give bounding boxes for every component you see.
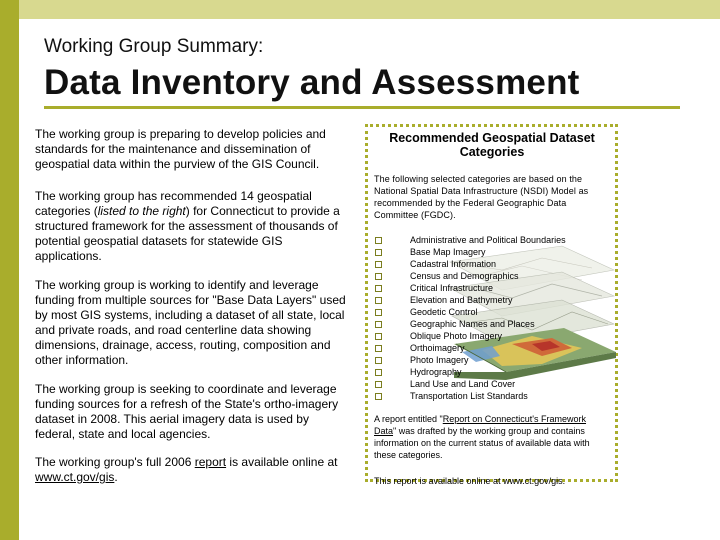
category-item <box>374 378 610 390</box>
top-accent-bar <box>19 0 720 19</box>
square-bullet-icon <box>375 333 382 340</box>
category-label: Administrative and Political Boundaries <box>410 235 566 245</box>
category-label: Oblique Photo Imagery <box>410 331 503 341</box>
square-bullet-icon <box>375 237 382 244</box>
report-online-note: This report is available online at www.ct.gov/gis. <box>374 476 566 486</box>
category-label: Geodetic Control <box>410 307 478 317</box>
report-text-end: " was drafted by the working group and contains information on the current status of available data with these categories. <box>374 426 590 460</box>
left-accent-bar <box>0 0 19 540</box>
category-item <box>374 354 610 366</box>
category-label: Transportation List Standards <box>410 391 528 401</box>
categories-area <box>374 234 610 402</box>
p2-italic-text: listed to the right <box>97 204 186 218</box>
summary-paragraph-3: The working group is working to identify and leverage funding from multiple sources for "Base Data Layers" used by most GIS systems, including a dataset of all state, local and private roads, and road centerline data showing dimensions, drainage, access, routing, composition and other information. <box>35 278 346 367</box>
square-bullet-icon <box>375 369 382 376</box>
category-item <box>374 390 610 402</box>
square-bullet-icon <box>375 345 382 352</box>
category-item <box>374 306 610 318</box>
category-item <box>374 246 610 258</box>
categories-heading: Recommended Geospatial Dataset Categories <box>389 131 595 159</box>
p2-text-end: ) for Connecticut to provide a structured framework for the assessment of thousands of potential geospatial datasets for statewide GIS applications. <box>35 204 340 263</box>
summary-column <box>35 127 347 502</box>
summary-paragraph-4: The working group is seeking to coordinate and leverage funding sources for a refresh of the State's ortho-imagery dataset in 2008. This aerial imagery data is used by federal, state and local agencies. <box>35 382 339 441</box>
title-underline <box>44 106 680 109</box>
categories-list <box>374 234 610 402</box>
square-bullet-icon <box>375 381 382 388</box>
square-bullet-icon <box>375 285 382 292</box>
category-item <box>374 318 610 330</box>
square-bullet-icon <box>375 393 382 400</box>
category-label: Critical Infrastructure <box>410 283 494 293</box>
square-bullet-icon <box>375 297 382 304</box>
report-text-start: A report entitled " <box>374 414 443 424</box>
summary-paragraph-2 <box>35 189 347 264</box>
categories-box <box>365 124 618 486</box>
report-description <box>374 413 610 461</box>
category-label: Census and Demographics <box>410 271 519 281</box>
square-bullet-icon <box>375 273 382 280</box>
slide-subtitle: Working Group Summary: <box>44 36 264 57</box>
category-item <box>374 282 610 294</box>
category-item <box>374 258 610 270</box>
category-label: Photo Imagery <box>410 355 469 365</box>
category-label: Hydrography <box>410 367 462 377</box>
ct-gis-url-link[interactable]: www.ct.gov/gis <box>35 470 115 484</box>
category-label: Elevation and Bathymetry <box>410 295 513 305</box>
category-label: Base Map Imagery <box>410 247 486 257</box>
p2-text-start: The working group has recommended 14 geospatial categories ( <box>35 189 312 218</box>
category-label: Cadastral Information <box>410 259 497 269</box>
category-item <box>374 234 610 246</box>
category-item <box>374 294 610 306</box>
category-item <box>374 342 610 354</box>
slide-title: Data Inventory and Assessment <box>44 63 580 102</box>
summary-paragraph-5 <box>35 455 347 485</box>
p5-text-start: The working group's full 2006 <box>35 455 195 469</box>
category-label: Land Use and Land Cover <box>410 379 516 389</box>
square-bullet-icon <box>375 309 382 316</box>
square-bullet-icon <box>375 261 382 268</box>
square-bullet-icon <box>375 321 382 328</box>
p5-text-end: . <box>114 470 118 484</box>
square-bullet-icon <box>375 249 382 256</box>
category-item <box>374 270 610 282</box>
square-bullet-icon <box>375 357 382 364</box>
report-link[interactable]: report <box>194 455 227 469</box>
framework-report-link[interactable]: Report on Connecticut's Framework Data <box>374 414 587 436</box>
category-label: Geographic Names and Places <box>410 319 535 329</box>
p5-text-middle: is available online at <box>226 455 338 469</box>
category-item <box>374 330 610 342</box>
category-item <box>374 366 610 378</box>
categories-intro: The following selected categories are based on the National Spatial Data Infrastructure (NSDI) Model as recommended by the Federal Geographic Data Committee (FGDC). <box>374 174 589 220</box>
category-label: Orthoimagery <box>410 343 465 353</box>
summary-paragraph-1: The working group is preparing to develop policies and standards for the maintenance and dissemination of geospatial data within the purview of the GIS Council. <box>35 127 326 171</box>
